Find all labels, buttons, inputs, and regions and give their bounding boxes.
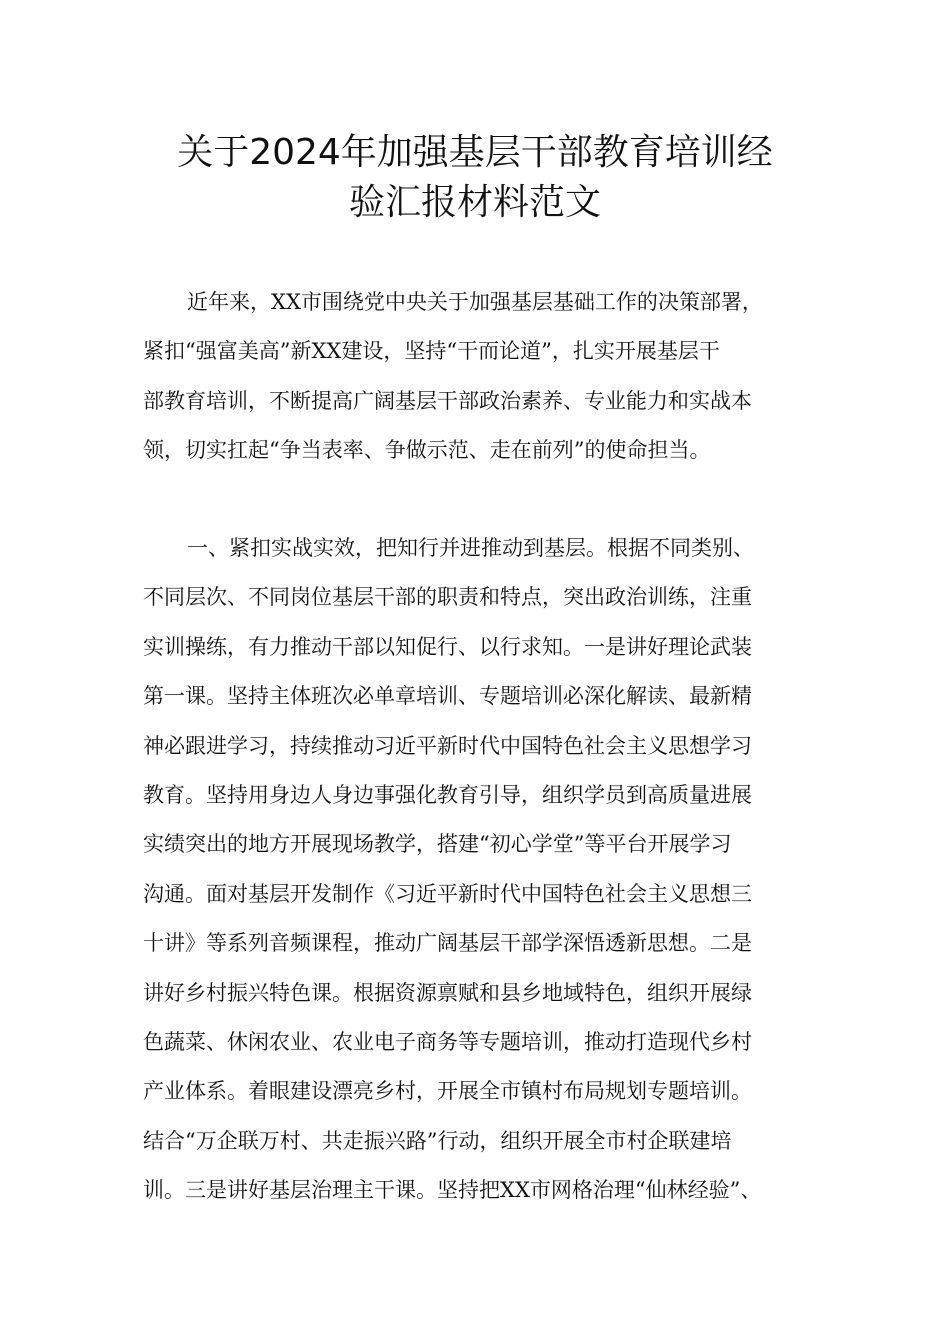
paragraph-line: 色蔬菜、休闲农业、农业电子商务等专题培训，推动打造现代乡村 bbox=[143, 1030, 752, 1055]
paragraph-line: 结合“万企联万村、共走振兴路”行动，组织开展全市村企联建培 bbox=[143, 1128, 732, 1153]
paragraph-line: 沟通。面对基层开发制作《习近平新时代中国特色社会主义思想三 bbox=[143, 881, 752, 906]
paragraph-line: 第一课。坚持主体班次必单章培训、专题培训必深化解读、最新精 bbox=[143, 684, 752, 709]
paragraph-line: 领，切实扛起“争当表率、争做示范、走在前列”的使命担当。 bbox=[143, 438, 711, 463]
paragraph-line: 教育。坚持用身边人身边事强化教育引导，组织学员到高质量进展 bbox=[143, 783, 752, 808]
title-line: 验汇报材料范文 bbox=[348, 182, 601, 223]
paragraph-line: 不同层次、不同岗位基层干部的职责和特点，突出政治训练，注重 bbox=[143, 585, 752, 610]
paragraph-line: 部教育培训，不断提高广阔基层干部政治素养、专业能力和实战本 bbox=[143, 388, 752, 413]
intro-paragraph bbox=[143, 278, 813, 476]
paragraph-line: 实绩突出的地方开展现场教学，搭建“初心学堂”等平台开展学习 bbox=[143, 832, 732, 857]
title-line: 关于2024年加强基层干部教育培训经 bbox=[177, 132, 773, 173]
paragraph-line: 训。三是讲好基层治理主干课。坚持把XX市网格治理“仙林经验”、 bbox=[143, 1178, 762, 1203]
paragraph-line: 一、紧扣实战实效，把知行并进推动到基层。根据不同类别、 bbox=[187, 536, 754, 560]
paragraph-line: 紧扣“强富美高”新XX建设，坚持“干而论道”，扎实开展基层干 bbox=[143, 339, 720, 364]
paragraph-line: 产业体系。着眼建设漂亮乡村，开展全市镇村布局规划专题培训。 bbox=[143, 1079, 752, 1104]
paragraph-line: 十讲》等系列音频课程，推动广阔基层干部学深悟透新思想。二是 bbox=[143, 931, 752, 956]
paragraph-line: 实训操练，有力推动干部以知促行、以行求知。一是讲好理论武装 bbox=[143, 634, 752, 659]
document-title bbox=[120, 128, 830, 228]
paragraph-line: 近年来，XX市围绕党中央关于加强基层基础工作的决策部署， bbox=[187, 290, 763, 314]
paragraph-line: 神必跟进学习，持续推动习近平新时代中国特色社会主义思想学习 bbox=[143, 733, 752, 758]
section-one-paragraph bbox=[143, 524, 813, 1216]
paragraph-line: 讲好乡村振兴特色课。根据资源禀赋和县乡地域特色，组织开展绿 bbox=[143, 980, 752, 1005]
